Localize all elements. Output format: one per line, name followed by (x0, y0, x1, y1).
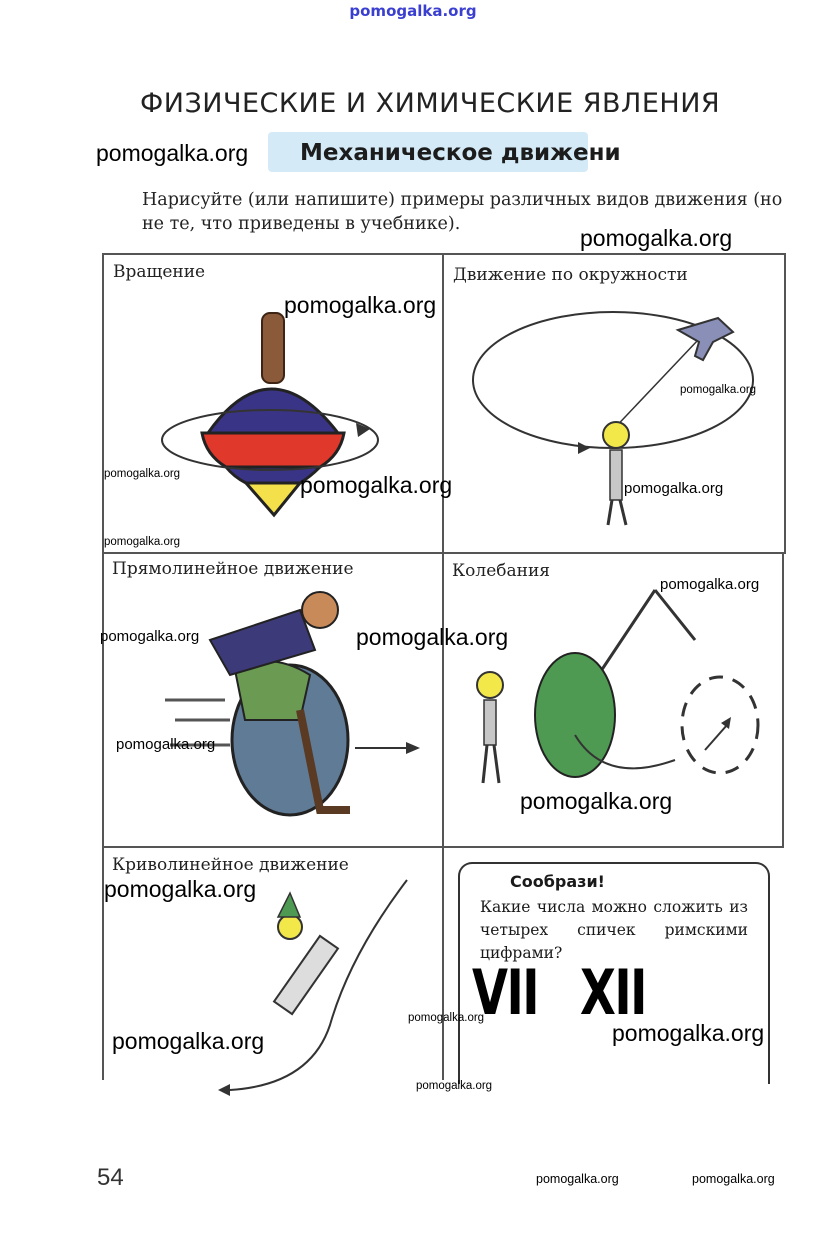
grid-row2-line (103, 846, 784, 848)
linear-motion-illustration (150, 580, 425, 835)
cell-label-linear: Прямолинейное движение (112, 559, 354, 579)
watermark: pomogalka.org (680, 384, 757, 396)
watermark: pomogalka.org (416, 1080, 493, 1092)
riddle-heading: Сообрази! (510, 872, 605, 891)
riddle-answer-vii: VII (472, 956, 539, 1029)
watermark: pomogalka.org (580, 225, 733, 251)
circular-motion-illustration (468, 300, 780, 535)
watermark: pomogalka.org (536, 1172, 619, 1186)
watermark: pomogalka.org (660, 576, 760, 593)
watermark: pomogalka.org (612, 1020, 765, 1046)
watermark: pomogalka.org (104, 468, 181, 480)
section-subtitle: Механическое движени (300, 140, 621, 166)
watermark: pomogalka.org (624, 480, 724, 497)
watermark: pomogalka.org (300, 472, 453, 498)
grid-middle-vertical (442, 253, 444, 1080)
curvilinear-motion-illustration (200, 875, 420, 1105)
cell-label-rotation: Вращение (113, 262, 206, 282)
watermark: pomogalka.org (104, 876, 257, 902)
grid-row1-line (103, 552, 786, 554)
riddle-text: Какие числа можно сложить из четырех спичек римскими цифрами? (480, 898, 748, 962)
riddle-answer-xii: XII (580, 956, 646, 1029)
top-watermark[interactable]: pomogalka.org (349, 2, 477, 20)
watermark: pomogalka.org (116, 736, 216, 753)
watermark: pomogalka.org (100, 628, 200, 645)
cell-label-oscillation: Колебания (452, 561, 551, 581)
grid-left-line (102, 253, 104, 1080)
cell-label-curvilinear: Криволинейное движение (112, 855, 349, 875)
watermark: pomogalka.org (520, 788, 673, 814)
watermark: pomogalka.org (284, 292, 437, 318)
grid-right-line (784, 253, 786, 553)
watermark: pomogalka.org (96, 140, 249, 166)
watermark: pomogalka.org (356, 624, 509, 650)
instruction-text: Нарисуйте (или напишите) примеры различных видов движения (но не те, что приведены в учебнике). (142, 190, 783, 234)
page-title: ФИЗИЧЕСКИЕ И ХИМИЧЕСКИЕ ЯВЛЕНИЯ (140, 88, 721, 119)
grid-right-line-2 (782, 552, 784, 848)
oscillation-illustration (465, 585, 775, 795)
page-number: 54 (97, 1164, 124, 1191)
grid-top-line (103, 253, 786, 255)
watermark: pomogalka.org (104, 536, 181, 548)
watermark: pomogalka.org (408, 1012, 485, 1024)
watermark: pomogalka.org (692, 1172, 775, 1186)
watermark: pomogalka.org (112, 1028, 265, 1054)
cell-label-circular: Движение по окружности (453, 265, 688, 285)
